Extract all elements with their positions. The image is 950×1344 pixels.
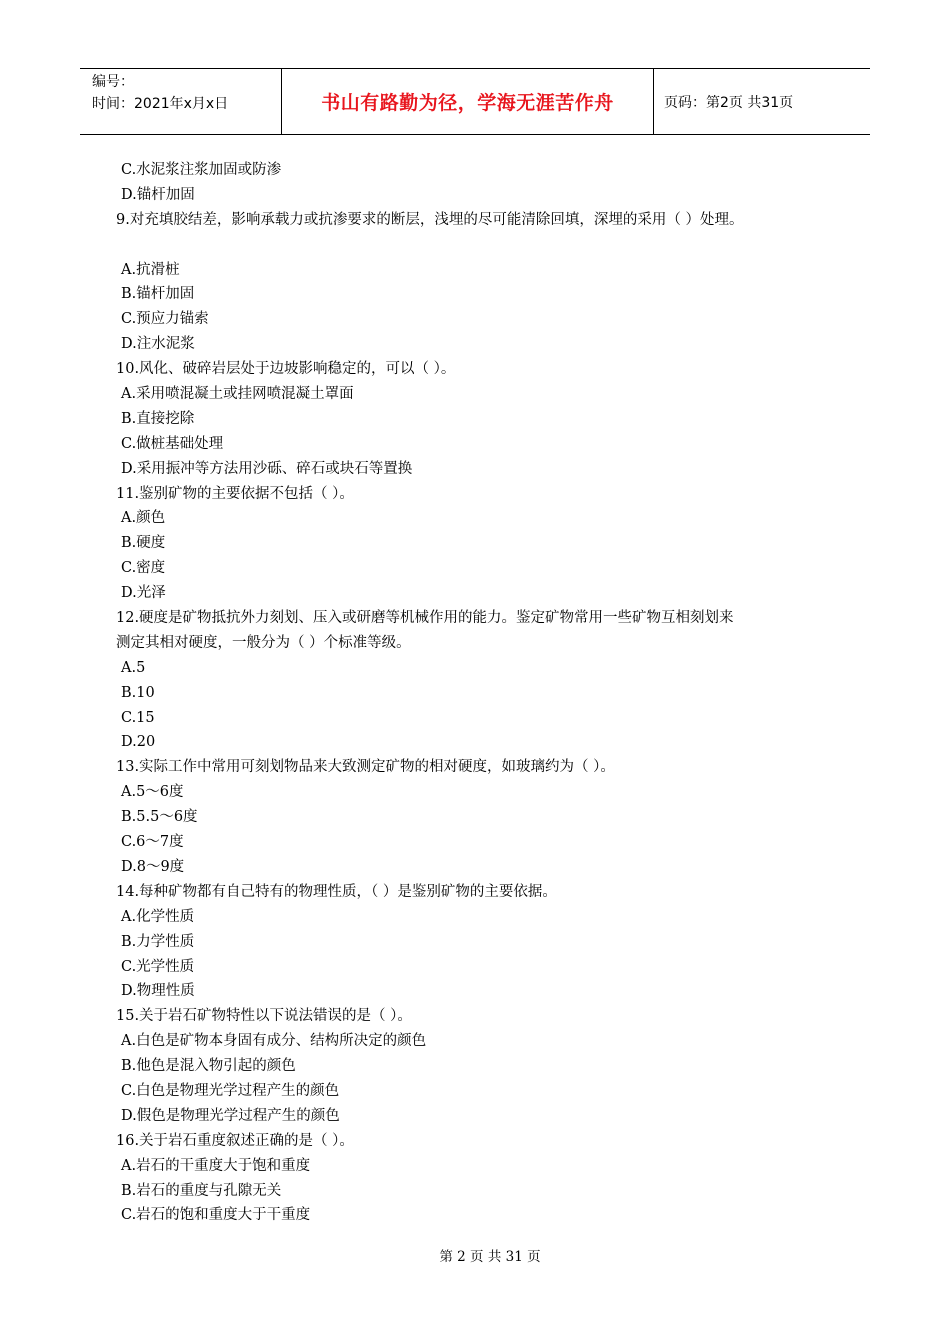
answer-option: A.5～6度 [121, 784, 184, 801]
answer-option: B.直接挖除 [121, 410, 195, 427]
answer-option: B.10 [121, 684, 155, 701]
answer-option: D.20 [121, 734, 156, 751]
page-footer: 第 2 页 共 31 页 [439, 1249, 541, 1265]
answer-option: A.白色是矿物本身固有成分、结构所决定的颜色 [121, 1033, 427, 1050]
header-page-info: 页码：第2页 共31页 [664, 94, 794, 111]
document-date: 时间：2021年x月x日 [92, 96, 229, 112]
question-text: 12.硬度是矿物抵抗外力刻划、压入或研磨等机械作用的能力。鉴定矿物常用一些矿物互相刻划来 [116, 610, 734, 627]
answer-option: C.6～7度 [121, 834, 184, 851]
answer-option: D.注水泥浆 [121, 336, 195, 353]
question-text: 16.关于岩石重度叙述正确的是（ ）。 [116, 1132, 354, 1149]
answer-option: C.光学性质 [121, 958, 195, 975]
answer-option: C.岩石的饱和重度大于干重度 [121, 1207, 311, 1224]
answer-option: C.做桩基础处理 [121, 435, 224, 452]
question-text: 测定其相对硬度，一般分为（ ）个标准等级。 [116, 634, 411, 651]
answer-option: C.白色是物理光学过程产生的颜色 [121, 1082, 340, 1099]
question-text: 15.关于岩石矿物特性以下说法错误的是（ ）。 [116, 1008, 412, 1025]
answer-option: D.锚杆加固 [121, 186, 195, 203]
answer-option: D.假色是物理光学过程产生的颜色 [121, 1107, 340, 1124]
answer-option: C.预应力锚索 [121, 311, 209, 328]
answer-option: D.光泽 [121, 585, 166, 602]
answer-option: A.抗滑桩 [121, 261, 180, 278]
blank-line [116, 233, 856, 258]
question-text: 13.实际工作中常用可刻划物品来大致测定矿物的相对硬度，如玻璃约为（ ）。 [116, 759, 615, 776]
answer-option: C.密度 [121, 560, 166, 577]
answer-option: A.岩石的干重度大于饱和重度 [121, 1157, 311, 1174]
answer-option: B.他色是混入物引起的颜色 [121, 1058, 296, 1075]
answer-option: D.物理性质 [121, 983, 195, 1000]
answer-option: B.5.5～6度 [121, 809, 198, 826]
question-text: 9.对充填胶结差，影响承载力或抗渗要求的断层，浅埋的尽可能清除回填，深埋的采用（ ）处理。 [116, 211, 744, 228]
document-number-label: 编号： [92, 74, 134, 90]
page-header [80, 68, 870, 135]
question-text: 11.鉴别矿物的主要依据不包括（ ）。 [116, 485, 354, 502]
answer-option: C.15 [121, 709, 155, 726]
answer-option: A.5 [121, 659, 146, 676]
question-text: 10.风化、破碎岩层处于边坡影响稳定的，可以（ ）。 [116, 361, 456, 378]
answer-option: C.水泥浆注浆加固或防渗 [121, 162, 282, 178]
answer-option: A.颜色 [121, 510, 166, 527]
answer-option: D.8～9度 [121, 858, 185, 875]
header-motto: 书山有路勤为径，学海无涯苦作舟 [282, 69, 654, 134]
answer-option: B.硬度 [121, 535, 166, 552]
question-text: 14.每种矿物都有自己特有的物理性质，（ ）是鉴别矿物的主要依据。 [116, 883, 557, 900]
answer-option: B.锚杆加固 [121, 286, 195, 303]
answer-option: B.力学性质 [121, 933, 195, 950]
answer-option: B.岩石的重度与孔隙无关 [121, 1182, 282, 1199]
header-meta [80, 69, 282, 134]
document-body [116, 158, 856, 1228]
answer-option: A.采用喷混凝土或挂网喷混凝土罩面 [121, 386, 354, 403]
answer-option: D.采用振冲等方法用沙砾、碎石或块石等置换 [121, 460, 413, 477]
answer-option: A.化学性质 [121, 908, 195, 925]
